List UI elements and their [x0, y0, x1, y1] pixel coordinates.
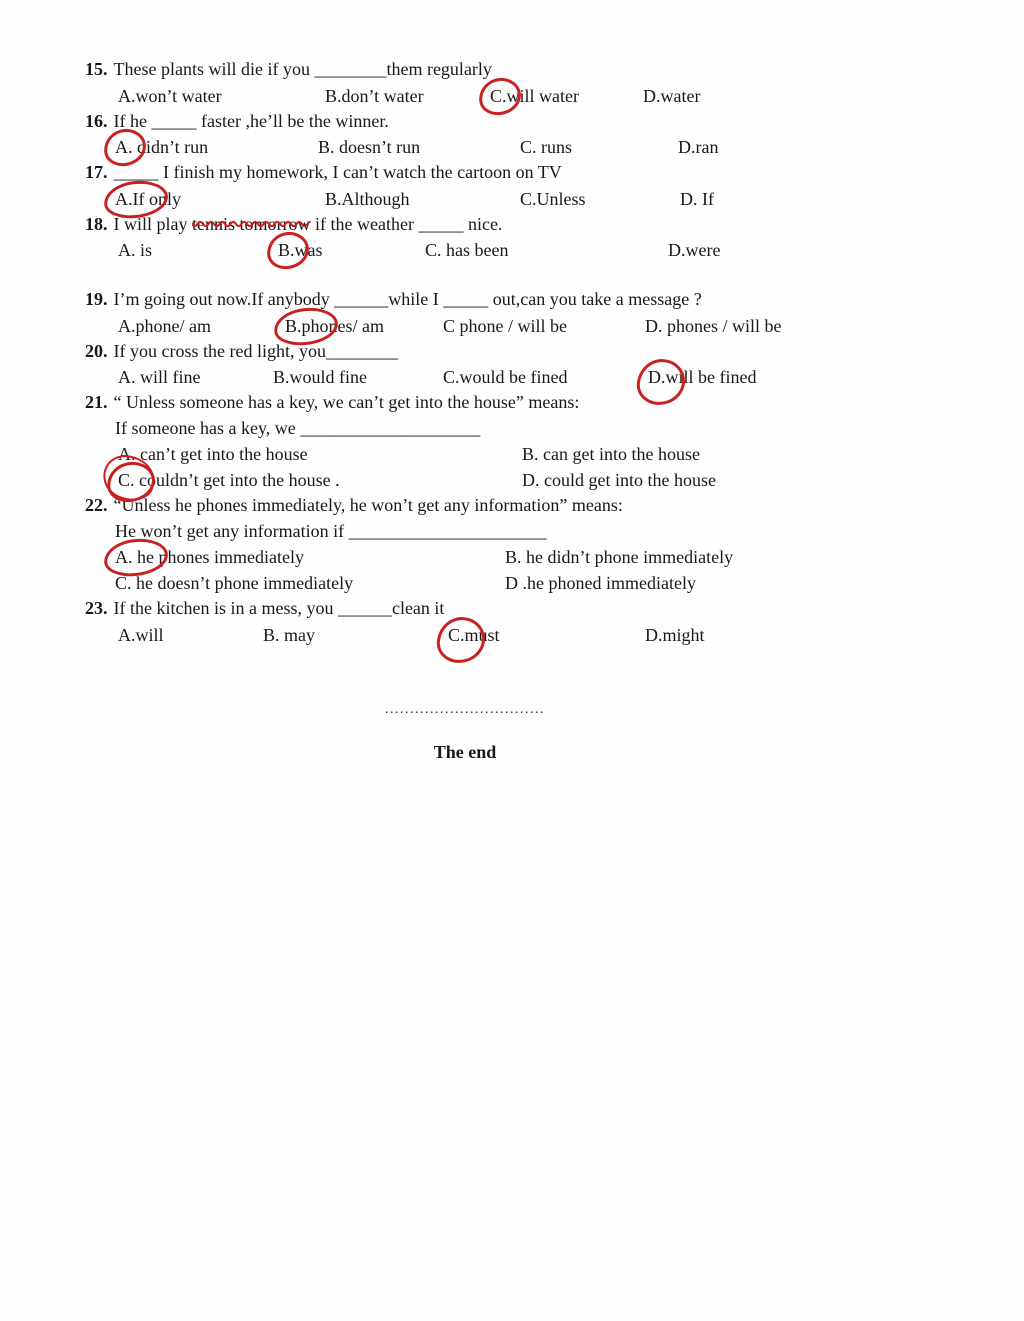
question-stem: If you cross the red light, you________ [113, 340, 398, 361]
question-stem: If he _____ faster ,he’ll be the winner. [113, 110, 389, 131]
question-22 [85, 493, 984, 596]
dotted-divider: ................................ [385, 701, 545, 717]
red-circle-annotation: B.was [278, 237, 323, 263]
question-number: 22. [85, 495, 108, 515]
end-label: The end [433, 741, 497, 762]
question-18 [85, 212, 984, 264]
options-row [85, 134, 984, 160]
question-stem-line2: He won’t get any information if ______________________ [115, 520, 547, 541]
question-stem: I’m going out now.If anybody ______while I _____ out,can you take a message ? [113, 289, 702, 309]
question-number: 18. [85, 213, 108, 234]
question-number: 23. [85, 598, 108, 618]
red-circle-annotation: C.will water [490, 83, 579, 109]
option-c: C phone / will be [443, 315, 567, 336]
option-c [448, 622, 645, 648]
option-a: A.won’t water [118, 85, 222, 106]
option-d: D. If [680, 188, 714, 209]
question-number: 20. [85, 340, 108, 361]
option-b: B.don’t water [325, 85, 424, 106]
red-circle-annotation: A. he phones immediately [115, 544, 304, 570]
option-b [285, 313, 443, 339]
question-19 [85, 287, 984, 339]
option-a [115, 544, 505, 570]
question-number: 19. [85, 289, 108, 309]
options-row [85, 313, 984, 339]
option-d: D .he phoned immediately [505, 573, 696, 593]
question-16 [85, 109, 984, 161]
option-a: A. will fine [118, 367, 201, 387]
option-d: D.water [643, 85, 701, 106]
option-c: C. runs [520, 137, 573, 157]
option-c [118, 467, 522, 493]
option-b: B. he didn’t phone immediately [505, 547, 734, 567]
question-stem: “Unless he phones immediately, he won’t get any information” means: [113, 495, 623, 515]
option-b [278, 237, 425, 263]
option-d: D.were [668, 240, 721, 260]
red-circle-annotation: D.will be fined [648, 364, 756, 390]
option-c [490, 83, 643, 109]
question-15 [85, 57, 984, 109]
option-d [648, 364, 984, 390]
option-c: C.would be fined [443, 367, 568, 387]
question-21 [85, 390, 984, 493]
question-stem: These plants will die if you ________them regularly [113, 59, 492, 79]
question-number: 21. [85, 392, 108, 412]
options-row [85, 83, 984, 109]
page-footer [85, 702, 845, 763]
option-a: A. can’t get into the house [118, 444, 308, 464]
option-d: D. phones / will be [645, 315, 782, 336]
option-b: B.Although [325, 188, 410, 209]
option-a [115, 186, 325, 212]
option-a: A.phone/ am [118, 315, 211, 336]
question-stem: “ Unless someone has a key, we can’t get into the house” means: [113, 392, 580, 412]
option-b: B. may [263, 624, 315, 645]
option-c: C.Unless [520, 188, 586, 209]
option-d: D.might [645, 624, 705, 645]
option-b: B. can get into the house [522, 444, 700, 464]
options-row [85, 364, 984, 390]
option-d: D. could get into the house [522, 470, 716, 490]
question-stem: _____ I finish my homework, I can’t watch the cartoon on TV [113, 162, 562, 182]
question-stem: I will play tennis tomorrow if the weather _____ nice. [113, 213, 503, 234]
option-b: B.would fine [273, 367, 367, 387]
options-grid [85, 544, 984, 596]
question-17 [85, 160, 984, 212]
red-scribble-circle-annotation: C. couldn’t get into the house . [118, 467, 340, 493]
question-20 [85, 339, 984, 391]
option-a [115, 134, 318, 160]
option-d: D.ran [678, 137, 719, 157]
red-circle-annotation: B.phones/ am [285, 313, 384, 339]
red-scribble-annotation: tennis tomorrow [192, 213, 311, 234]
question-number: 16. [85, 110, 108, 131]
option-c: C. he doesn’t phone immediately [115, 573, 354, 593]
option-a: A. is [118, 240, 153, 260]
red-circle-annotation: A. didn’t run [115, 134, 208, 160]
options-row [85, 237, 984, 263]
red-circle-annotation: A.If only [115, 186, 181, 212]
option-a: A.will [118, 624, 164, 645]
question-23 [85, 596, 984, 648]
options-row [85, 186, 984, 212]
options-row [85, 622, 984, 648]
red-circle-annotation: C.must [448, 622, 500, 648]
options-grid [85, 441, 984, 493]
question-number: 15. [85, 59, 108, 79]
question-stem: If the kitchen is in a mess, you ______clean it [113, 598, 445, 618]
option-c: C. has been [425, 240, 509, 260]
option-b: B. doesn’t run [318, 137, 421, 157]
question-number: 17. [85, 162, 108, 182]
question-stem-line2: If someone has a key, we ____________________ [115, 417, 481, 438]
